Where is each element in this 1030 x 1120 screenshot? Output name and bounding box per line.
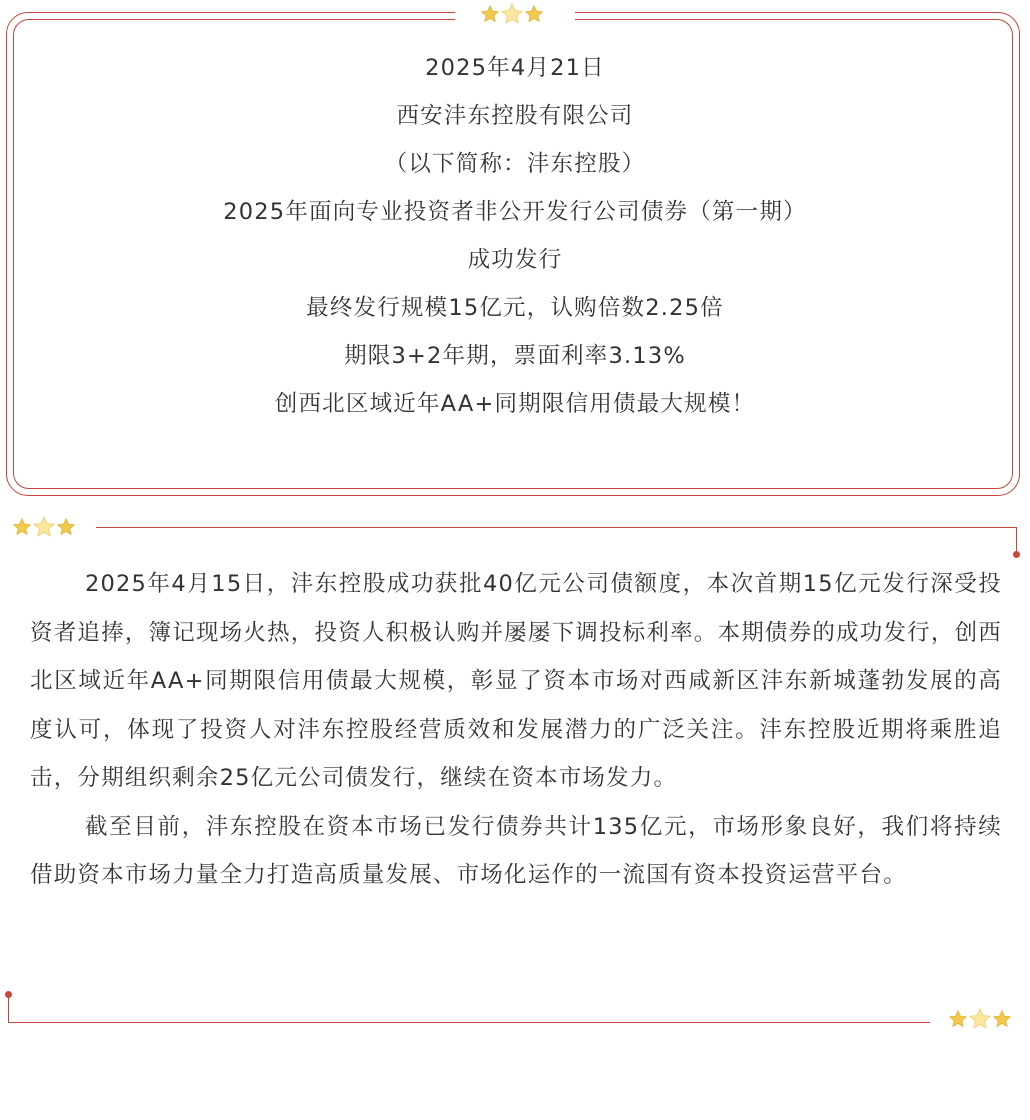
section-dot-right — [1013, 551, 1020, 558]
star-icon — [480, 4, 500, 24]
article-paragraph-2: 截至目前，沣东控股在资本市场已发行债券共计135亿元，市场形象良好，我们将持续借助资本市场力量全力打造高质量发展、市场化运作的一流国有资本投资运营平台。 — [30, 813, 1002, 888]
issue-status: 成功发行 — [467, 247, 563, 273]
star-icon — [32, 515, 56, 539]
article-paragraph-1: 2025年4月15日，沣东控股成功获批40亿元公司债额度，本次首期15亿元发行深受投资者追捧，簿记现场火热，投资人积极认购并屡屡下调投标利率。本期债券的成功发行，创西北区域近年AA+同期限信用债最大规模，彰显了资本市场对西咸新区沣东新城蓬勃发展的高度认可，体现了投资人对沣东控股经营质效和发展潜力的广泛关注。沣东控股近期将乘胜追击，分期组织剩余25亿元公司债发行，继续在资本市场发力。 — [30, 571, 1002, 791]
issue-record: 创西北区域近年AA+同期限信用债最大规模！ — [274, 391, 756, 417]
section-stars-left — [12, 515, 76, 539]
star-icon — [500, 2, 524, 26]
star-icon — [992, 1009, 1012, 1029]
issue-scale: 最终发行规模15亿元，认购倍数2.25倍 — [306, 295, 724, 321]
section-stars-right — [948, 1007, 1012, 1031]
star-icon — [524, 4, 544, 24]
issue-term: 期限3+2年期，票面利率3.13% — [344, 343, 686, 369]
announcement-date: 2025年4月21日 — [425, 55, 605, 81]
company-name: 西安沣东控股有限公司 — [396, 103, 634, 129]
star-icon — [948, 1009, 968, 1029]
top-stars — [480, 2, 544, 26]
article-body — [30, 560, 1002, 900]
section-rule-bottom — [8, 1022, 930, 1023]
section-rule-top — [96, 527, 1016, 528]
star-icon — [12, 517, 32, 537]
announcement-headline — [0, 44, 1030, 428]
star-icon — [56, 517, 76, 537]
section-rule-left — [8, 995, 9, 1023]
company-short-name: （以下简称：沣东控股） — [384, 151, 646, 177]
bond-name: 2025年面向专业投资者非公开发行公司债券（第一期） — [223, 199, 807, 225]
section-rule-right — [1016, 527, 1017, 553]
star-icon — [968, 1007, 992, 1031]
